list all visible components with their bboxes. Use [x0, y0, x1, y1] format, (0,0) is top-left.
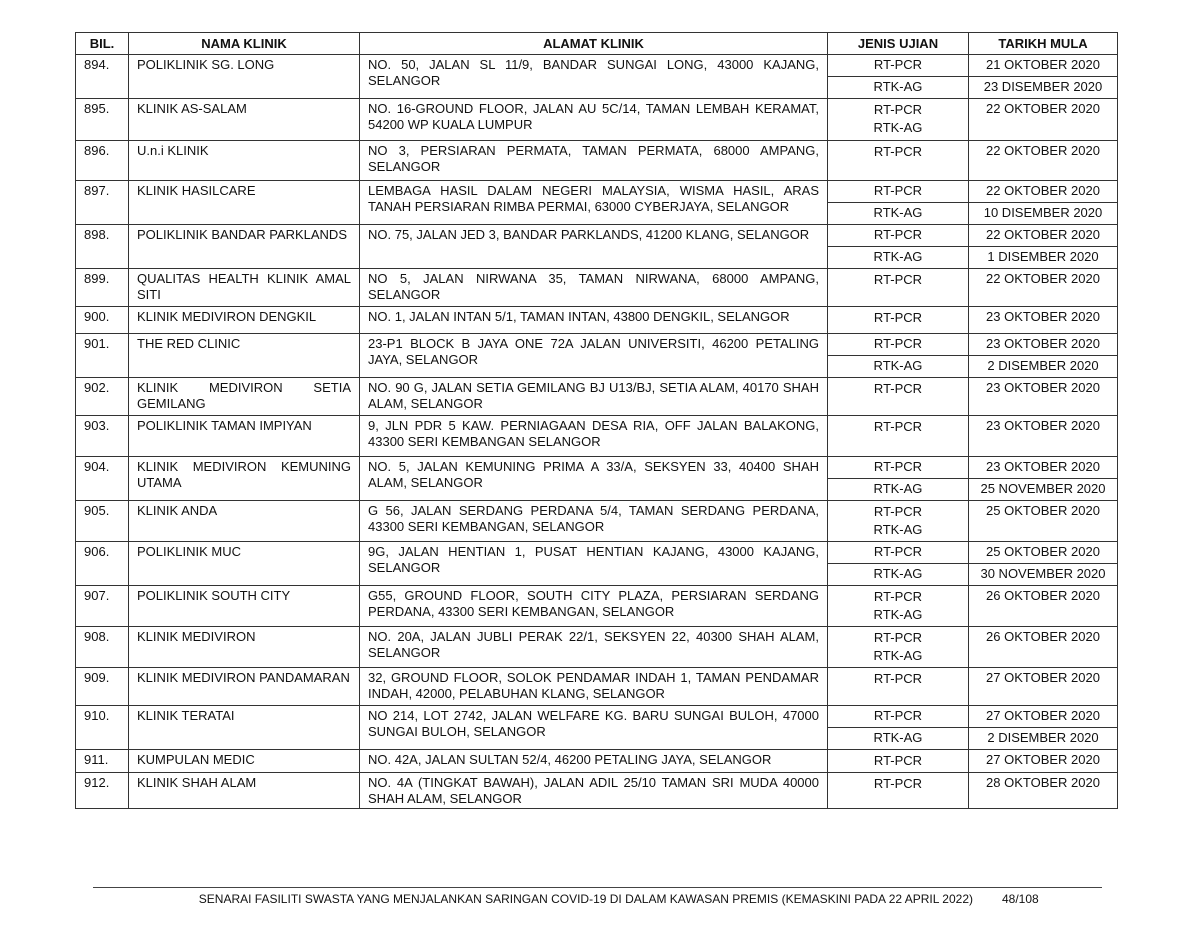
row-number: 897. [76, 181, 129, 225]
table-header-row [76, 33, 1118, 55]
clinic-address: LEMBAGA HASIL DALAM NEGERI MALAYSIA, WISMA HASIL, ARAS TANAH PERSIARAN RIMBA PERMAI, 63000 CYBERJAYA, SELANGOR [360, 181, 828, 225]
test-type: RT-PCR [873, 144, 923, 159]
row-number: 898. [76, 225, 129, 269]
clinic-address: 32, GROUND FLOOR, SOLOK PENDAMAR INDAH 1, TAMAN PENDAMAR INDAH, 42000, PELABUHAN KLANG, SELANGOR [360, 668, 828, 706]
start-date: 23 OKTOBER 2020 [969, 334, 1118, 356]
header-tarikh-mula: TARIKH MULA [969, 33, 1118, 55]
row-number: 906. [76, 542, 129, 586]
clinic-name: KLINIK ANDA [129, 501, 360, 542]
test-type: RT-PCR [828, 706, 969, 728]
test-type: RTK-AG [873, 607, 923, 622]
start-date: 22 OKTOBER 2020 [969, 181, 1118, 203]
start-date: 22 OKTOBER 2020 [969, 269, 1118, 307]
row-number: 912. [76, 773, 129, 809]
test-type: RT-PCR [828, 55, 969, 77]
clinic-name: POLIKLINIK BANDAR PARKLANDS [129, 225, 360, 269]
test-type: RT-PCR [873, 504, 923, 519]
table-row [76, 706, 1118, 728]
clinic-name: KLINIK MEDIVIRON KEMUNING UTAMA [129, 457, 360, 501]
start-date: 27 OKTOBER 2020 [969, 706, 1118, 728]
header-nama-klinik: NAMA KLINIK [129, 33, 360, 55]
row-number: 907. [76, 586, 129, 627]
start-date: 2 DISEMBER 2020 [969, 728, 1118, 750]
table-row [76, 501, 1118, 542]
test-type: RTK-AG [828, 247, 969, 269]
page-number: 48/108 [1002, 892, 1039, 906]
table-row [76, 457, 1118, 479]
footer-divider [93, 887, 1102, 888]
table-row [76, 542, 1118, 564]
table-row [76, 750, 1118, 773]
start-date: 2 DISEMBER 2020 [969, 356, 1118, 378]
test-type-cell [828, 269, 969, 307]
table-row [76, 416, 1118, 457]
test-type: RT-PCR [873, 419, 923, 434]
start-date: 10 DISEMBER 2020 [969, 203, 1118, 225]
test-type: RT-PCR [873, 272, 923, 287]
start-date: 23 OKTOBER 2020 [969, 457, 1118, 479]
test-type: RTK-AG [828, 728, 969, 750]
table-row [76, 307, 1118, 334]
header-jenis-ujian: JENIS UJIAN [828, 33, 969, 55]
test-type-cell [828, 141, 969, 181]
clinic-address: NO. 90 G, JALAN SETIA GEMILANG BJ U13/BJ, SETIA ALAM, 40170 SHAH ALAM, SELANGOR [360, 378, 828, 416]
table-row [76, 334, 1118, 356]
clinic-table [75, 32, 1118, 809]
test-type: RTK-AG [873, 648, 923, 663]
row-number: 904. [76, 457, 129, 501]
start-date: 22 OKTOBER 2020 [969, 99, 1118, 141]
start-date: 26 OKTOBER 2020 [969, 627, 1118, 668]
clinic-name: KLINIK MEDIVIRON SETIA GEMILANG [129, 378, 360, 416]
test-type: RT-PCR [873, 630, 923, 645]
table-row [76, 55, 1118, 77]
test-type: RT-PCR [873, 671, 923, 686]
start-date: 23 OKTOBER 2020 [969, 378, 1118, 416]
clinic-name: U.n.i KLINIK [129, 141, 360, 181]
clinic-name: POLIKLINIK SG. LONG [129, 55, 360, 99]
test-type: RT-PCR [828, 334, 969, 356]
row-number: 910. [76, 706, 129, 750]
start-date: 23 OKTOBER 2020 [969, 307, 1118, 334]
test-type: RT-PCR [828, 542, 969, 564]
test-type: RT-PCR [873, 753, 923, 768]
clinic-address: NO. 50, JALAN SL 11/9, BANDAR SUNGAI LONG, 43000 KAJANG, SELANGOR [360, 55, 828, 99]
test-type: RT-PCR [873, 589, 923, 604]
table-row [76, 668, 1118, 706]
test-type-cell [828, 416, 969, 457]
row-number: 905. [76, 501, 129, 542]
clinic-name: KUMPULAN MEDIC [129, 750, 360, 773]
test-type: RTK-AG [828, 77, 969, 99]
table-row [76, 378, 1118, 416]
test-type: RT-PCR [873, 310, 923, 325]
start-date: 25 OKTOBER 2020 [969, 542, 1118, 564]
clinic-address: NO 5, JALAN NIRWANA 35, TAMAN NIRWANA, 68000 AMPANG, SELANGOR [360, 269, 828, 307]
table-row [76, 269, 1118, 307]
clinic-address: NO. 16-GROUND FLOOR, JALAN AU 5C/14, TAMAN LEMBAH KERAMAT, 54200 WP KUALA LUMPUR [360, 99, 828, 141]
header-alamat-klinik: ALAMAT KLINIK [360, 33, 828, 55]
clinic-address: NO. 1, JALAN INTAN 5/1, TAMAN INTAN, 43800 DENGKIL, SELANGOR [360, 307, 828, 334]
start-date: 1 DISEMBER 2020 [969, 247, 1118, 269]
header-bil: BIL. [76, 33, 129, 55]
clinic-name: THE RED CLINIC [129, 334, 360, 378]
start-date: 27 OKTOBER 2020 [969, 668, 1118, 706]
table-row [76, 99, 1118, 141]
test-type: RTK-AG [873, 522, 923, 537]
table-row [76, 141, 1118, 181]
test-type: RT-PCR [873, 381, 923, 396]
start-date: 22 OKTOBER 2020 [969, 225, 1118, 247]
row-number: 908. [76, 627, 129, 668]
clinic-address: 9, JLN PDR 5 KAW. PERNIAGAAN DESA RIA, OFF JALAN BALAKONG, 43300 SERI KEMBANGAN SELANGOR [360, 416, 828, 457]
footer-title: SENARAI FASILITI SWASTA YANG MENJALANKAN SARINGAN COVID-19 DI DALAM KAWASAN PREMIS (KEMASKINI PADA 22 APRIL 2022) [198, 892, 973, 906]
clinic-name: POLIKLINIK MUC [129, 542, 360, 586]
clinic-address: 23-P1 BLOCK B JAYA ONE 72A JALAN UNIVERSITI, 46200 PETALING JAYA, SELANGOR [360, 334, 828, 378]
table-row [76, 627, 1118, 668]
table-body [76, 55, 1118, 809]
row-number: 900. [76, 307, 129, 334]
test-type-cell [828, 501, 969, 542]
test-type: RT-PCR [873, 776, 923, 791]
test-type: RT-PCR [873, 102, 923, 117]
row-number: 894. [76, 55, 129, 99]
test-type-cell [828, 750, 969, 773]
start-date: 23 DISEMBER 2020 [969, 77, 1118, 99]
clinic-address: G55, GROUND FLOOR, SOUTH CITY PLAZA, PERSIARAN SERDANG PERDANA, 43300 SERI KEMBANGAN, SELANGOR [360, 586, 828, 627]
test-type-cell [828, 99, 969, 141]
start-date: 27 OKTOBER 2020 [969, 750, 1118, 773]
clinic-address: NO 3, PERSIARAN PERMATA, TAMAN PERMATA, 68000 AMPANG, SELANGOR [360, 141, 828, 181]
clinic-address: NO 214, LOT 2742, JALAN WELFARE KG. BARU SUNGAI BULOH, 47000 SUNGAI BULOH, SELANGOR [360, 706, 828, 750]
test-type: RTK-AG [828, 356, 969, 378]
start-date: 23 OKTOBER 2020 [969, 416, 1118, 457]
table-row [76, 181, 1118, 203]
clinic-address: NO. 75, JALAN JED 3, BANDAR PARKLANDS, 41200 KLANG, SELANGOR [360, 225, 828, 269]
test-type: RTK-AG [828, 564, 969, 586]
test-type-cell [828, 586, 969, 627]
test-type: RTK-AG [828, 479, 969, 501]
clinic-name: POLIKLINIK SOUTH CITY [129, 586, 360, 627]
start-date: 22 OKTOBER 2020 [969, 141, 1118, 181]
row-number: 902. [76, 378, 129, 416]
test-type: RT-PCR [828, 181, 969, 203]
clinic-name: KLINIK MEDIVIRON PANDAMARAN [129, 668, 360, 706]
test-type: RT-PCR [828, 225, 969, 247]
clinic-name: KLINIK HASILCARE [129, 181, 360, 225]
start-date: 25 OKTOBER 2020 [969, 501, 1118, 542]
test-type: RTK-AG [873, 120, 923, 135]
test-type-cell [828, 627, 969, 668]
start-date: 28 OKTOBER 2020 [969, 773, 1118, 809]
test-type: RT-PCR [828, 457, 969, 479]
clinic-name: KLINIK MEDIVIRON DENGKIL [129, 307, 360, 334]
test-type: RTK-AG [828, 203, 969, 225]
clinic-name: KLINIK SHAH ALAM [129, 773, 360, 809]
table-row [76, 586, 1118, 627]
row-number: 901. [76, 334, 129, 378]
table-row [76, 773, 1118, 809]
row-number: 909. [76, 668, 129, 706]
clinic-name: KLINIK TERATAI [129, 706, 360, 750]
row-number: 895. [76, 99, 129, 141]
clinic-address: G 56, JALAN SERDANG PERDANA 5/4, TAMAN SERDANG PERDANA, 43300 SERI KEMBANGAN, SELANGOR [360, 501, 828, 542]
clinic-address: 9G, JALAN HENTIAN 1, PUSAT HENTIAN KAJANG, 43000 KAJANG, SELANGOR [360, 542, 828, 586]
start-date: 26 OKTOBER 2020 [969, 586, 1118, 627]
test-type-cell [828, 307, 969, 334]
row-number: 911. [76, 750, 129, 773]
clinic-name: KLINIK MEDIVIRON [129, 627, 360, 668]
clinic-name: KLINIK AS-SALAM [129, 99, 360, 141]
row-number: 899. [76, 269, 129, 307]
test-type-cell [828, 668, 969, 706]
clinic-name: POLIKLINIK TAMAN IMPIYAN [129, 416, 360, 457]
test-type-cell [828, 773, 969, 809]
clinic-name: QUALITAS HEALTH KLINIK AMAL SITI [129, 269, 360, 307]
clinic-address: NO. 4A (TINGKAT BAWAH), JALAN ADIL 25/10 TAMAN SRI MUDA 40000 SHAH ALAM, SELANGOR [360, 773, 828, 809]
table-row [76, 225, 1118, 247]
row-number: 903. [76, 416, 129, 457]
row-number: 896. [76, 141, 129, 181]
clinic-address: NO. 5, JALAN KEMUNING PRIMA A 33/A, SEKSYEN 33, 40400 SHAH ALAM, SELANGOR [360, 457, 828, 501]
start-date: 21 OKTOBER 2020 [969, 55, 1118, 77]
start-date: 25 NOVEMBER 2020 [969, 479, 1118, 501]
clinic-address: NO. 20A, JALAN JUBLI PERAK 22/1, SEKSYEN 22, 40300 SHAH ALAM, SELANGOR [360, 627, 828, 668]
clinic-address: NO. 42A, JALAN SULTAN 52/4, 46200 PETALING JAYA, SELANGOR [360, 750, 828, 773]
test-type-cell [828, 378, 969, 416]
start-date: 30 NOVEMBER 2020 [969, 564, 1118, 586]
